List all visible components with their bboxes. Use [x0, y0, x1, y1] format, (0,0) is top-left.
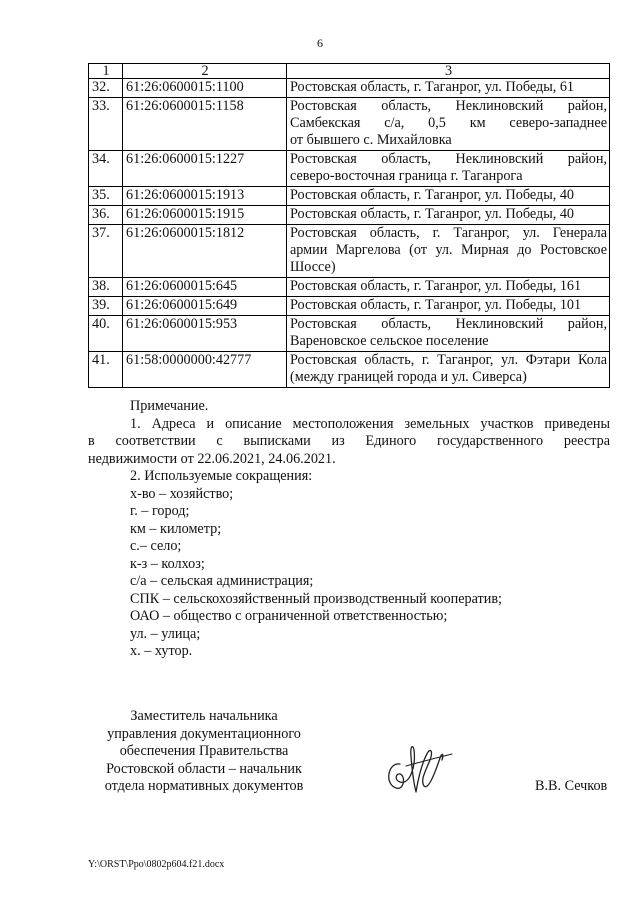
signatory-position: [88, 708, 320, 796]
address-line: Вареновское сельское поселение: [290, 333, 489, 349]
cadastral-number: 61:26:0600015:953: [123, 316, 287, 352]
abbreviation-item: ОАО – общество с ограниченной ответственностью;: [130, 608, 448, 624]
table-row: [89, 98, 610, 151]
plot-address: Ростовская область, г. Таганрог, ул. Победы, 40: [287, 187, 610, 206]
position-line: отдела нормативных документов: [104, 778, 304, 794]
row-number: 39.: [89, 297, 123, 316]
plot-address: [287, 98, 610, 151]
plot-address: [287, 225, 610, 278]
signer-name: В.В. Сечков: [535, 778, 608, 794]
header-col-3: 3: [287, 64, 610, 79]
abbreviation-item: х-во – хозяйство;: [130, 485, 234, 502]
table-row: [89, 278, 610, 297]
row-number: 33.: [89, 98, 123, 151]
cadastral-number: 61:26:0600015:1100: [123, 79, 287, 98]
row-number: 34.: [89, 151, 123, 187]
plot-address: Ростовская область, г. Таганрог, ул. Победы, 61: [287, 79, 610, 98]
cadastral-number: 61:26:0600015:1227: [123, 151, 287, 187]
row-number: 38.: [89, 278, 123, 297]
position-line: управления документационного: [107, 725, 301, 742]
table-row: [89, 316, 610, 352]
address-line: Самбекская с/а, 0,5 км северо-западнее: [290, 115, 607, 131]
row-number: 35.: [89, 187, 123, 206]
header-col-1: 1: [89, 64, 123, 79]
note-paragraph-1-line: 1. Адреса и описание местоположения земельных участков приведены: [130, 415, 610, 432]
address-line: армии Маргелова (от ул. Мирная до Ростовское: [290, 242, 607, 258]
abbreviation-item: ул. – улица;: [130, 625, 201, 642]
plot-address: Ростовская область, г. Таганрог, ул. Победы, 101: [287, 297, 610, 316]
table-header-row: [89, 64, 610, 79]
plot-address: [287, 352, 610, 388]
row-number: 37.: [89, 225, 123, 278]
plot-address: [287, 151, 610, 187]
abbreviation-item: х. – хутор.: [130, 643, 193, 659]
plot-address: Ростовская область, г. Таганрог, ул. Победы, 40: [287, 206, 610, 225]
cadastral-number: 61:26:0600015:1915: [123, 206, 287, 225]
note-paragraph-2-title: 2. Используемые сокращения:: [130, 468, 313, 484]
note-paragraph-1: [88, 416, 610, 469]
note-title: Примечание.: [130, 398, 209, 414]
cadastral-number: 61:26:0600015:1812: [123, 225, 287, 278]
note-section: [88, 398, 610, 661]
note-paragraph-1-line: недвижимости от 22.06.2021, 24.06.2021.: [88, 450, 336, 467]
position-line: Заместитель начальника: [130, 708, 278, 724]
row-number: 36.: [89, 206, 123, 225]
abbreviation-item: к-з – колхоз;: [130, 555, 205, 572]
file-path-footer: Y:\ORST\Ppo\0802p604.f21.docx: [88, 859, 225, 870]
position-line: обеспечения Правительства: [119, 743, 289, 759]
abbreviation-item: г. – город;: [130, 503, 190, 519]
table-row: [89, 297, 610, 316]
table-row: [89, 352, 610, 388]
land-plots-table: [88, 63, 610, 388]
table-row: [89, 151, 610, 187]
cadastral-number: 61:26:0600015:645: [123, 278, 287, 297]
table-row: [89, 225, 610, 278]
address-line: Ростовская область, Неклиновский район,: [290, 316, 607, 332]
cadastral-number: 61:26:0600015:1158: [123, 98, 287, 151]
row-number: 32.: [89, 79, 123, 98]
abbreviation-item: с.– село;: [130, 538, 182, 554]
table-row: [89, 187, 610, 206]
abbreviations-list: [88, 486, 610, 661]
handwritten-signature: [370, 736, 460, 798]
row-number: 41.: [89, 352, 123, 388]
plot-address: [287, 316, 610, 352]
address-line: Шоссе): [290, 259, 336, 275]
header-col-2: 2: [123, 64, 287, 79]
plot-address: Ростовская область, г. Таганрог, ул. Победы, 161: [287, 278, 610, 297]
abbreviation-item: СПК – сельскохозяйственный производственный кооператив;: [130, 590, 502, 607]
note-paragraph-1-line: в соответствии с выписками из Единого государственного реестра: [88, 433, 610, 449]
address-line: от бывшего с. Михайловка: [290, 132, 452, 148]
address-line: Ростовская область, г. Таганрог, ул. Генерала: [290, 225, 607, 241]
row-number: 40.: [89, 316, 123, 352]
abbreviation-item: с/а – сельская администрация;: [130, 573, 314, 589]
cadastral-number: 61:26:0600015:649: [123, 297, 287, 316]
cadastral-number: 61:26:0600015:1913: [123, 187, 287, 206]
position-line: Ростовской области – начальник: [106, 760, 302, 777]
abbreviation-item: км – километр;: [130, 520, 222, 537]
table-row: [89, 79, 610, 98]
address-line: Ростовская область, Неклиновский район,: [290, 151, 607, 167]
page-number: 6: [317, 36, 323, 50]
address-line: Ростовская область, Неклиновский район,: [290, 98, 607, 114]
table-row: [89, 206, 610, 225]
address-line: (между границей города и ул. Сиверса): [290, 369, 527, 385]
address-line: северо-восточная граница г. Таганрога: [290, 168, 523, 184]
address-line: Ростовская область, г. Таганрог, ул. Фэтари Кола: [290, 352, 607, 368]
cadastral-number: 61:58:0000000:42777: [123, 352, 287, 388]
